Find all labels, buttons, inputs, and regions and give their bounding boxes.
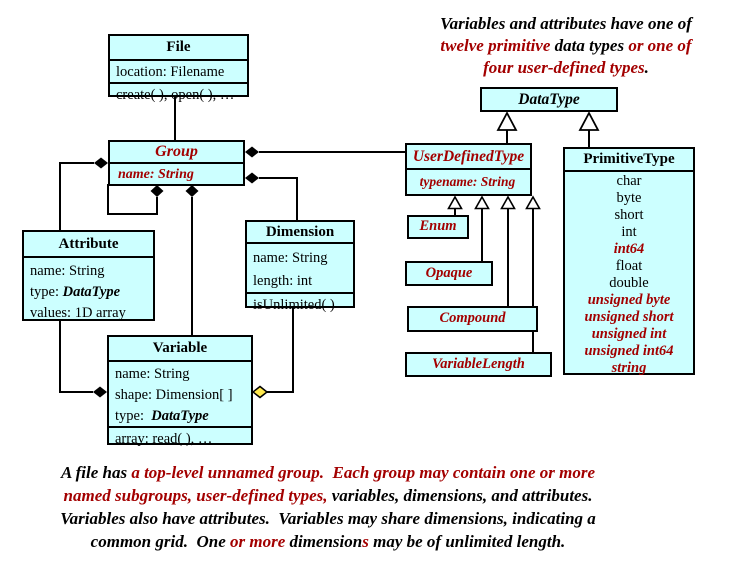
generalization-arrow-icon [476,197,489,209]
attribute-row: length: int [253,273,313,289]
primitive-type-item: double [609,275,649,291]
composition-diamond-icon [151,185,164,197]
group-subgroup-composition [108,184,164,214]
class-title: DataType [518,90,580,108]
generalization-arrow-icon [498,113,516,130]
class-title: Attribute [58,235,119,252]
attributes-compartment [109,360,251,426]
class-title: Variable [152,340,208,357]
top-annotation-line3: four user-defined types. [483,58,649,77]
bottom-annotation-line2: named subgroups, user-defined types, variables, dimensions, and attributes. [63,486,593,505]
composition-diamond-icon [245,173,259,184]
class-box-datatype [480,87,618,112]
attribute-row: values: 1D array [30,305,126,321]
class-box-variable [107,335,253,445]
attributes-compartment [110,59,247,82]
attributes-compartment [247,242,353,292]
class-title: UserDefinedType [412,147,525,165]
class-box-userdefinedtype [405,143,532,196]
primitive-type-item: unsigned byte [587,292,671,308]
class-box-opaque [405,261,493,286]
opaque-userdefinedtype-generalization [476,197,489,261]
class-box-dimension [245,220,355,313]
generalization-arrow-icon [580,113,598,130]
class-box-variablelength [405,352,552,377]
primitive-type-item: char [616,173,642,189]
userdefinedtype-datatype-generalization [498,113,516,143]
primitive-type-item: short [614,207,644,223]
operation-row: isUnlimited( ) [253,297,335,313]
primitive-type-item: unsigned int64 [584,343,674,359]
bottom-annotation [18,461,638,553]
generalization-arrow-icon [449,197,462,209]
group-userdefinedtype-composition [245,147,405,158]
class-box-file [108,34,249,103]
compound-userdefinedtype-generalization [502,197,515,306]
class-box-group [108,140,245,186]
attribute-row: type: DataType [30,284,121,300]
primitivetype-datatype-generalization [580,113,598,147]
group-variable-composition [186,185,199,337]
primitive-type-item: int64 [613,241,645,257]
attributes-compartment [110,162,243,185]
primitive-type-item: int [621,224,637,240]
composition-diamond-icon [186,185,199,197]
attribute-row: name: String [30,263,105,279]
bottom-annotation-line4: common grid. One or more dimensions may be of unlimited length. [90,532,566,551]
operations-compartment [247,292,353,315]
class-box-primitivetype [563,147,695,375]
operations-compartment [109,426,251,449]
class-title: File [166,39,191,56]
primitive-type-item: unsigned short [584,309,674,325]
class-box-compound [407,306,538,332]
attributes-compartment [407,168,530,194]
variable-attribute-composition [60,319,107,398]
composition-diamond-icon [93,387,107,398]
generalization-arrow-icon [502,197,515,209]
top-annotation-line2: twelve primitive data types or one of [440,36,692,55]
operation-row: array: read( ), … [115,431,213,447]
attribute-row: name: String [253,250,328,266]
primitive-type-item: byte [616,190,642,206]
class-title: Dimension [265,223,335,240]
class-title: PrimitiveType [583,151,675,168]
primitive-type-item: unsigned int [591,326,667,342]
attributes-compartment [24,256,153,323]
aggregation-diamond-icon [253,387,267,398]
attribute-row: typename: String [419,174,516,189]
top-annotation [380,13,752,79]
generalization-arrow-icon [527,197,540,209]
class-title: Enum [419,218,457,235]
attribute-row: location: Filename [116,64,225,80]
class-title: Compound [439,310,506,327]
class-box-enum [407,215,469,239]
enum-userdefinedtype-generalization [449,197,462,215]
bottom-annotation-line1: A file has a top-level unnamed group. Each group may contain one or more [60,463,596,482]
primitive-type-item: float [615,258,643,274]
operations-compartment [110,82,247,105]
class-title: Opaque [425,264,473,281]
type-list-compartment [565,170,693,377]
composition-diamond-icon [94,158,108,169]
composition-diamond-icon [245,147,259,158]
class-title: Group [155,143,198,161]
class-box-attribute [22,230,155,321]
attribute-row: name: String [118,167,194,182]
variable-dimension-aggregation [253,306,293,398]
attribute-row: name: String [115,366,190,382]
group-attribute-composition [60,158,108,233]
attribute-row: shape: Dimension[ ] [115,387,233,403]
group-dimension-composition [245,173,297,223]
operation-row: create( ), open( ), … [116,87,235,103]
attribute-row: type: DataType [115,408,209,424]
bottom-annotation-line3: Variables also have attributes. Variables may share dimensions, indicating a [60,509,596,528]
class-title: VariableLength [432,355,525,372]
top-annotation-line1: Variables and attributes have one of [440,14,692,33]
primitive-type-item: string [611,360,647,376]
